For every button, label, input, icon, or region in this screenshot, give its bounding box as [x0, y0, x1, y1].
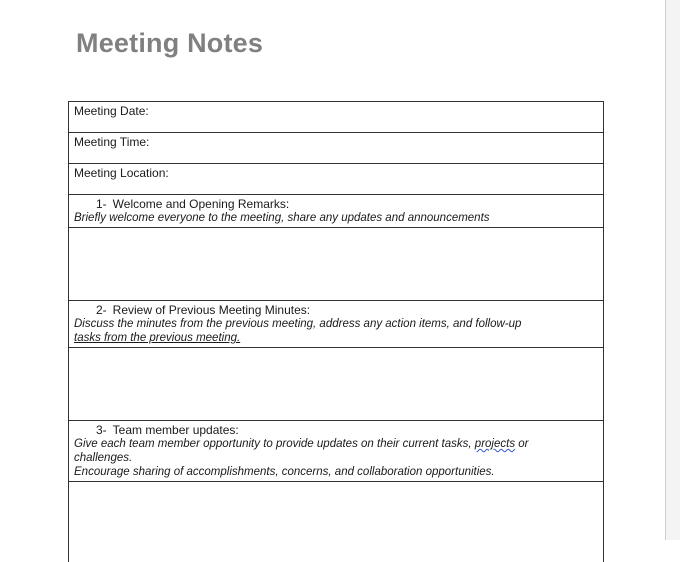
section-2-notes-row [69, 348, 604, 421]
section-3-description-part-b: or [515, 438, 528, 450]
meeting-location-label: Meeting Location: [74, 166, 169, 180]
section-1-heading [74, 197, 598, 211]
document-title: Meeting Notes [76, 28, 263, 59]
meeting-time-cell[interactable] [69, 133, 604, 164]
field-row-meeting-time [69, 133, 604, 164]
section-2-cell[interactable] [69, 301, 604, 348]
field-row-meeting-location [69, 164, 604, 195]
section-row-review [69, 301, 604, 348]
page-edge-shadow [666, 0, 680, 540]
meeting-date-label: Meeting Date: [74, 104, 149, 118]
section-3-cell[interactable] [69, 421, 604, 482]
field-row-meeting-date [69, 102, 604, 133]
section-1-number: 1- [96, 197, 107, 211]
section-row-welcome [69, 195, 604, 228]
section-2-description-line-1: Discuss the minutes from the previous meeting, address any action items, and follow-up [74, 317, 598, 331]
page-edge [665, 0, 666, 540]
section-3-description-line-2: challenges. [74, 451, 598, 465]
section-3-number: 3- [96, 423, 107, 437]
section-1-title: Welcome and Opening Remarks: [113, 197, 290, 211]
section-1-notes-area[interactable] [69, 228, 604, 301]
section-1-notes-row [69, 228, 604, 301]
section-1-cell[interactable] [69, 195, 604, 228]
meeting-time-label: Meeting Time: [74, 135, 149, 149]
meeting-location-cell[interactable] [69, 164, 604, 195]
section-3-heading [74, 423, 598, 437]
section-3-description-line-3: Encourage sharing of accomplishments, concerns, and collaboration opportunities. [74, 465, 598, 479]
section-3-description-line-1 [74, 437, 598, 451]
section-2-number: 2- [96, 303, 107, 317]
section-3-notes-row [69, 482, 604, 562]
section-3-notes-area[interactable] [69, 482, 604, 562]
section-3-title: Team member updates: [113, 423, 239, 437]
section-2-description-line-2: tasks from the previous meeting. [74, 331, 598, 345]
section-2-title: Review of Previous Meeting Minutes: [113, 303, 310, 317]
spellcheck-word[interactable]: projects [475, 438, 515, 450]
section-3-description-part-a: Give each team member opportunity to provide updates on their current tasks, [74, 438, 475, 450]
section-2-notes-area[interactable] [69, 348, 604, 421]
section-row-team-updates [69, 421, 604, 482]
section-2-heading [74, 303, 598, 317]
meeting-date-cell[interactable] [69, 102, 604, 133]
meeting-notes-table [68, 101, 604, 562]
section-1-description: Briefly welcome everyone to the meeting, share any updates and announcements [74, 211, 598, 225]
